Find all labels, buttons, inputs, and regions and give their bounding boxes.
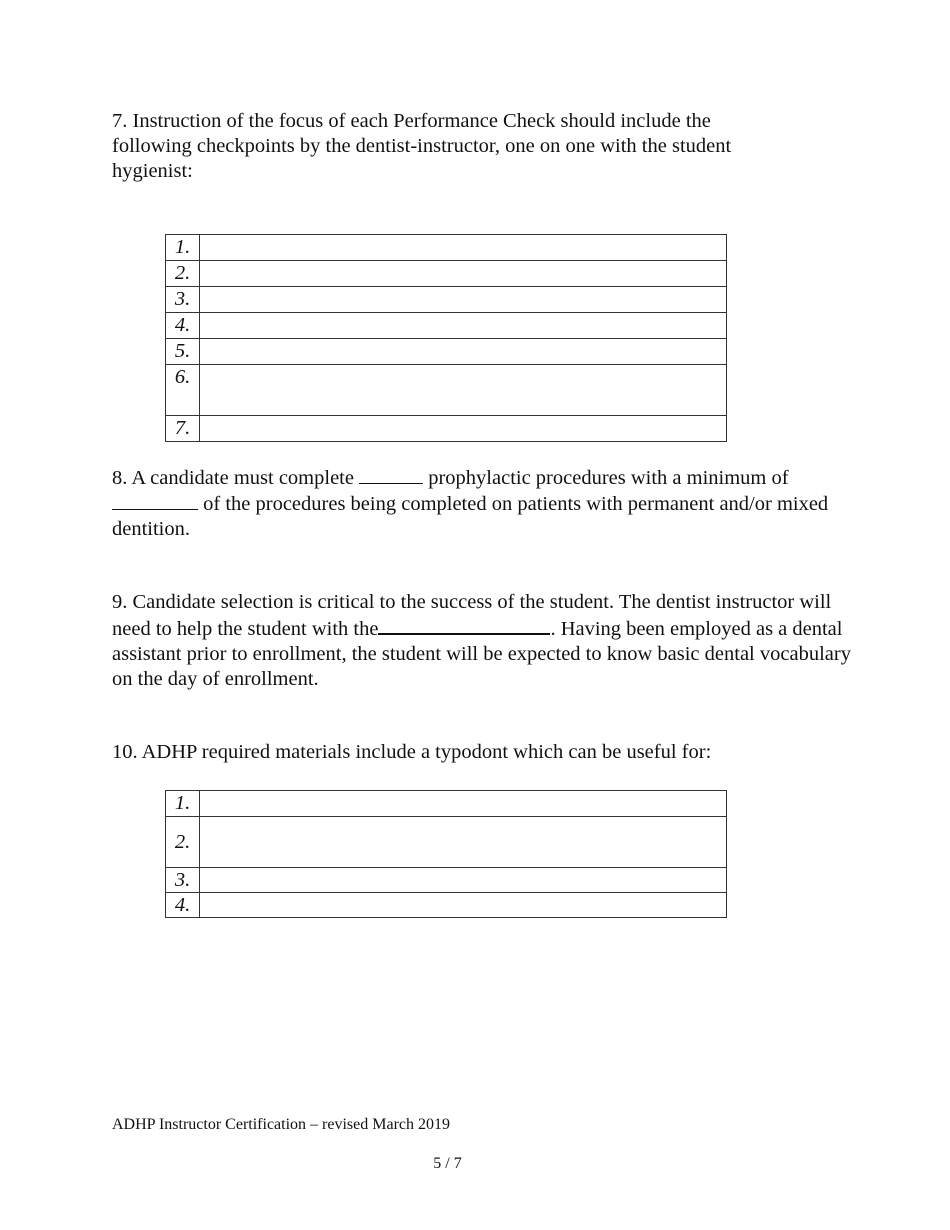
row-number: 4. bbox=[166, 893, 200, 918]
answer-cell[interactable] bbox=[200, 313, 727, 339]
typodont-uses-table bbox=[165, 790, 727, 918]
blank-procedures-count[interactable] bbox=[359, 465, 423, 484]
answer-cell[interactable] bbox=[200, 261, 727, 287]
checkpoints-table bbox=[165, 234, 727, 442]
row-number: 2. bbox=[166, 817, 200, 868]
row-number: 5. bbox=[166, 339, 200, 365]
answer-cell[interactable] bbox=[200, 868, 727, 893]
answer-cell[interactable] bbox=[200, 817, 727, 868]
question-9 bbox=[112, 590, 852, 692]
blank-help-topic[interactable] bbox=[378, 615, 550, 635]
row-number: 7. bbox=[166, 416, 200, 442]
blank-minimum-count[interactable] bbox=[112, 491, 198, 510]
question-7: 7. Instruction of the focus of each Performance Check should include the following checkpoints by the dentist-instructor, one on one with the student hygienist: bbox=[112, 110, 732, 182]
answer-cell[interactable] bbox=[200, 416, 727, 442]
answer-cell[interactable] bbox=[200, 287, 727, 313]
question-8-part1: 8. A candidate must complete bbox=[112, 467, 360, 489]
answer-cell[interactable] bbox=[200, 339, 727, 365]
answer-cell[interactable] bbox=[200, 791, 727, 817]
footer-text: ADHP Instructor Certification – revised March 2019 bbox=[112, 1116, 450, 1133]
row-number: 1. bbox=[166, 235, 200, 261]
question-10: 10. ADHP required materials include a typodont which can be useful for: bbox=[112, 741, 712, 763]
question-9-part2: . Having been employed as a dental assistant prior to enrollment, the student will be expected to know basic dental vocabulary on the day of enrollment. bbox=[112, 618, 851, 690]
question-8 bbox=[112, 465, 852, 542]
row-number: 4. bbox=[166, 313, 200, 339]
question-8-part3: of the procedures being completed on patients with permanent and/or mixed dentition. bbox=[112, 493, 829, 540]
row-number: 3. bbox=[166, 868, 200, 893]
answer-cell[interactable] bbox=[200, 893, 727, 918]
row-number: 3. bbox=[166, 287, 200, 313]
answer-cell[interactable] bbox=[200, 235, 727, 261]
answer-cell[interactable] bbox=[200, 365, 727, 416]
question-9-part1: 9. Candidate selection is critical to the success of the student. The dentist instructor will need to help the student with the bbox=[112, 591, 832, 640]
row-number: 2. bbox=[166, 261, 200, 287]
row-number: 1. bbox=[166, 791, 200, 817]
page-number: 5 / 7 bbox=[433, 1155, 462, 1172]
question-8-part2: prophylactic procedures with a minimum of bbox=[423, 467, 789, 489]
row-number: 6. bbox=[166, 365, 200, 416]
